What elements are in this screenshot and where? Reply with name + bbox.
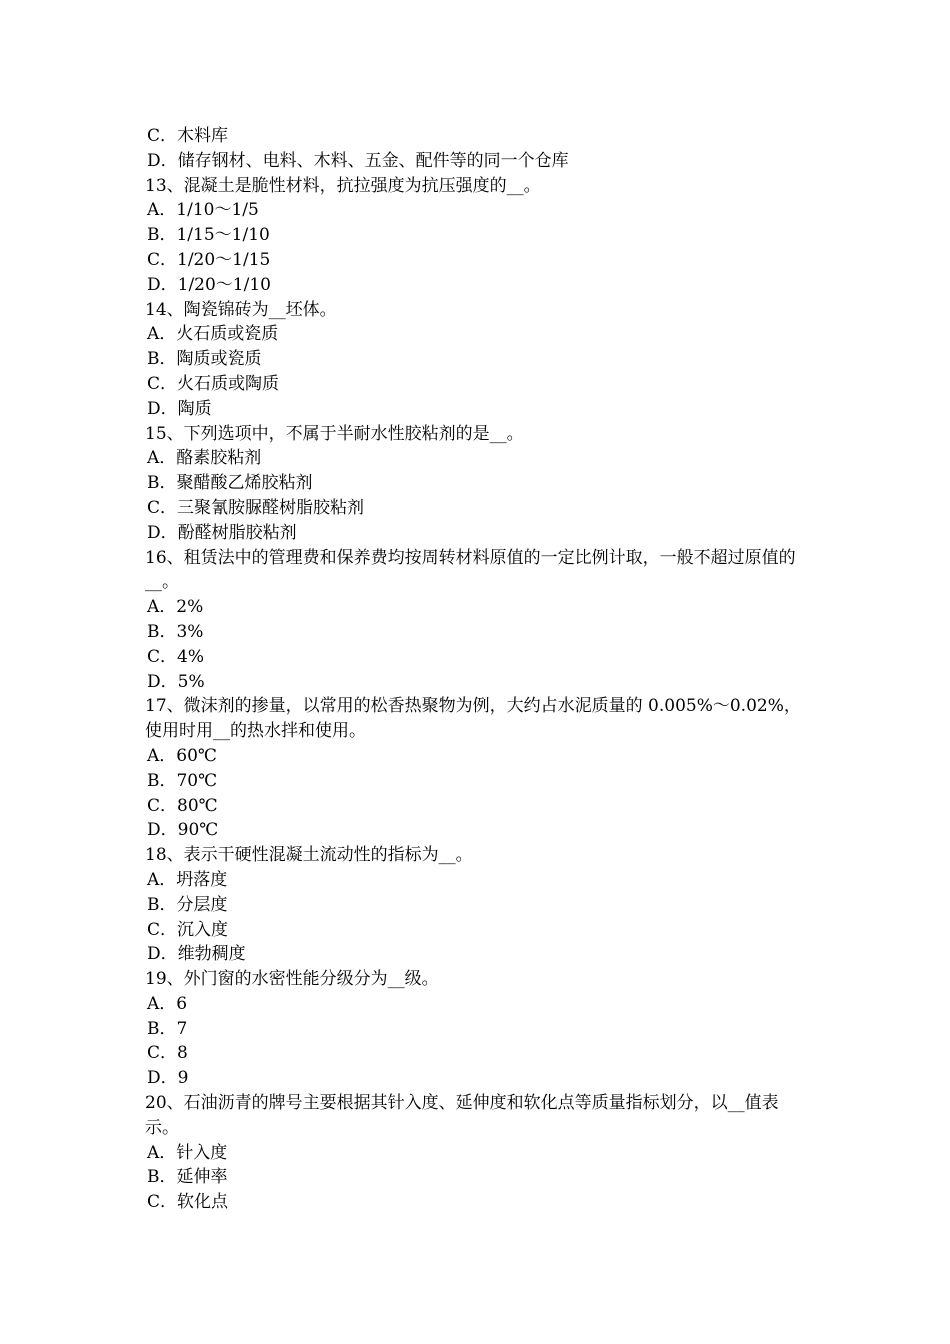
option-line: A．1/10～1/5 bbox=[147, 200, 259, 221]
option-line: D．酚醛树脂胶粘剂 bbox=[147, 522, 297, 543]
question-19-text: 19、外门窗的水密性能分级分为__级。 bbox=[145, 969, 439, 990]
option-line: A．针入度 bbox=[147, 1142, 228, 1163]
option-line: B．延伸率 bbox=[147, 1167, 228, 1188]
option-line: D．维勃稠度 bbox=[147, 944, 246, 965]
option-line: C．软化点 bbox=[147, 1192, 229, 1213]
option-line: A．坍落度 bbox=[147, 869, 228, 890]
option-line: A．火石质或瓷质 bbox=[147, 324, 279, 345]
question-16-text: 16、租赁法中的管理费和保养费均按周转材料原值的一定比例计取，一般不超过原值的__。 bbox=[145, 547, 796, 593]
question-17-text: 17、微沫剂的掺量，以常用的松香热聚物为例，大约占水泥质量的 0.005%～0.02%，使用时用__的热水拌和使用。 bbox=[145, 696, 801, 742]
option-line: B．聚醋酸乙烯胶粘剂 bbox=[147, 473, 313, 494]
option-line: C．80℃ bbox=[147, 795, 218, 816]
option-line: D．1/20～1/10 bbox=[147, 274, 271, 295]
option-line: C．4% bbox=[147, 646, 204, 667]
option-line: C．1/20～1/15 bbox=[147, 249, 271, 270]
option-line: B．分层度 bbox=[147, 894, 228, 915]
option-line: B．70℃ bbox=[147, 770, 218, 791]
option-line: D．5% bbox=[147, 671, 205, 692]
option-line: B．陶质或瓷质 bbox=[147, 349, 262, 370]
option-line: A．2% bbox=[147, 597, 204, 618]
option-line: C．沉入度 bbox=[147, 919, 229, 940]
option-line: D．储存钢材、电料、木料、五金、配件等的同一个仓库 bbox=[147, 150, 569, 171]
question-18-text: 18、表示干硬性混凝土流动性的指标为__。 bbox=[145, 845, 473, 866]
option-line: D．90℃ bbox=[147, 820, 219, 841]
question-13-text: 13、混凝土是脆性材料，抗拉强度为抗压强度的__。 bbox=[145, 175, 541, 196]
option-line: D．9 bbox=[147, 1068, 189, 1089]
option-line: A．60℃ bbox=[147, 745, 217, 766]
option-line: B．1/15～1/10 bbox=[147, 225, 270, 246]
option-line: C．8 bbox=[147, 1043, 188, 1064]
option-line: B．3% bbox=[147, 621, 204, 642]
question-20-text: 20、石油沥青的牌号主要根据其针入度、延伸度和软化点等质量指标划分，以__值表示。 bbox=[145, 1093, 779, 1138]
option-line: A．酪素胶粘剂 bbox=[147, 448, 262, 469]
option-line: B．7 bbox=[147, 1018, 188, 1039]
option-line: A．6 bbox=[147, 993, 188, 1014]
option-line: C．木料库 bbox=[147, 126, 229, 146]
option-line: C．三聚氰胺脲醛树脂胶粘剂 bbox=[147, 497, 365, 518]
question-14-text: 14、陶瓷锦砖为__坯体。 bbox=[145, 299, 337, 320]
option-line: D．陶质 bbox=[147, 398, 212, 419]
question-list bbox=[145, 124, 811, 1215]
option-line: C．火石质或陶质 bbox=[147, 373, 280, 394]
question-15-text: 15、下列选项中，不属于半耐水性胶粘剂的是__。 bbox=[145, 423, 524, 444]
